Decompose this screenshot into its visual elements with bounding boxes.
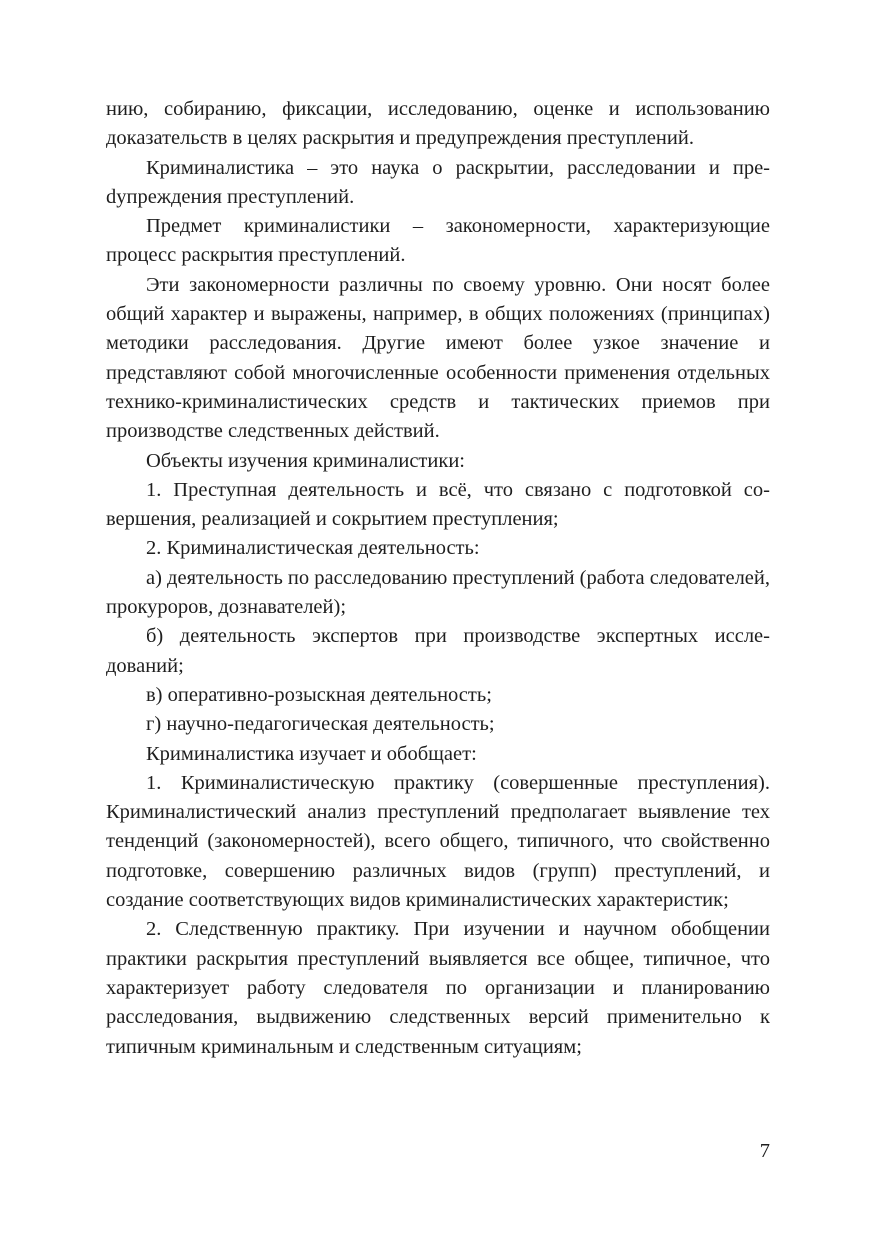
paragraph-12: Криминалистика изучает и обобщает:: [146, 742, 477, 765]
paragraph-6: 1. Преступная деятельность и всё, что связано с подготовкой совершения, реализацией и сокрытием преступления;: [106, 478, 770, 531]
paragraph-1: нию, собиранию, фиксации, исследованию, оценке и использованию доказательств в целях раскрытия и предупреждения преступлений.: [106, 98, 770, 150]
page-body: [106, 95, 770, 1062]
page-number: 7: [759, 1140, 770, 1162]
paragraph-11: г) научно-педагогическая деятельность;: [146, 713, 495, 736]
paragraph-4: Эти закономерности различны по своему уровню. Они носят более общий характер и выражены, например, в общих положениях (принципах) методики расследования. Другие имеют более узкое значение и представляют собой многочисленные особенности применения отдельных технико-криминалистических средств и тактических приемов при производстве следственных действий.: [106, 273, 770, 443]
paragraph-2: Криминалистика – это наука о раскрытии, расследовании и преdупреждения преступлений.: [106, 156, 770, 208]
paragraph-14: 2. Следственную практику. При изучении и научном обобщении практики раскрытия преступлений выявляется все общее, типичное, что характеризует работу следователя по организации и планированию расследования, выдвижению следственных версий применительно к типичным криминальным и следственным ситуациям;: [106, 918, 770, 1058]
paragraph-10: в) оперативно-розыскная деятельность;: [146, 683, 492, 706]
paragraph-8: а) деятельность по расследованию преступлений (работа следователей, прокуроров, дознавателей);: [106, 566, 770, 619]
paragraph-3: Предмет криминалистики – закономерности, характеризующие процесс раскрытия преступлений.: [106, 215, 770, 267]
paragraph-13: 1. Криминалистическую практику (совершенные преступления). Криминалистический анализ преступлений предполагает выявление тех тенденций (закономерностей), всего общего, типичного, что свойственно подготовке, совершению различных видов (групп) преступлений, и создание соответствующих видов криминалистических характеристик;: [106, 771, 770, 912]
paragraph-9: б) деятельность экспертов при производстве экспертных исследований;: [106, 625, 770, 677]
paragraph-5: Объекты изучения криминалистики:: [146, 449, 465, 472]
paragraph-7: 2. Криминалистическая деятельность:: [146, 537, 480, 560]
